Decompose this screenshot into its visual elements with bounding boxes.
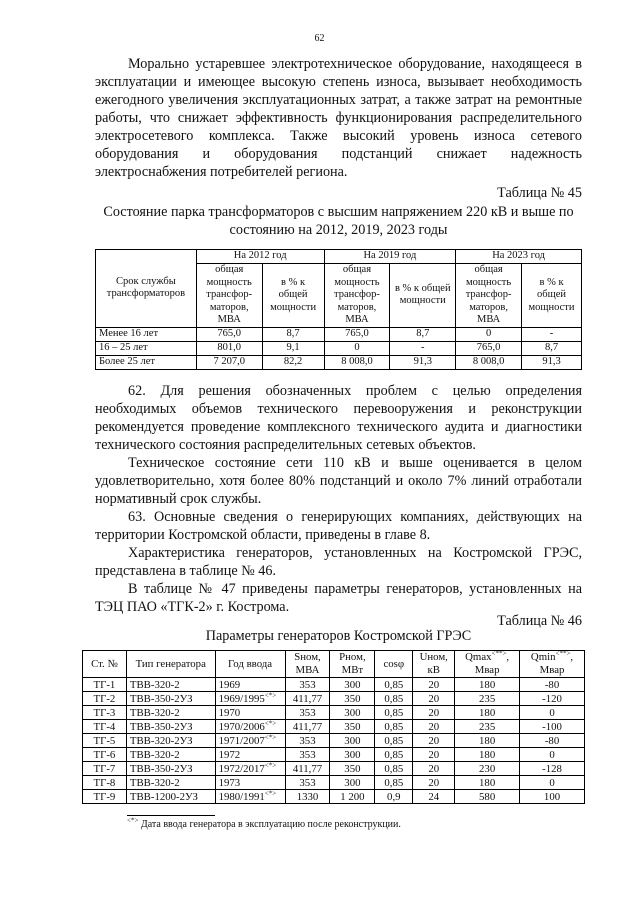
header-year-2023: На 2023 год (456, 250, 582, 264)
cell-year (215, 734, 285, 748)
cell-u: 20 (413, 692, 455, 706)
table-cell: 8 008,0 (324, 355, 390, 369)
cell-p: 300 (330, 706, 375, 720)
table-cell: 91,3 (390, 355, 456, 369)
paragraph-network-state: Техническое состояние сети 110 кВ и выше оценивается в целом удовлетворительно, хотя более 80% подстанций и около 7% линий отработали нормативный срок службы. (95, 455, 582, 507)
cell-cos: 0,85 (375, 734, 413, 748)
cell-st: ТГ-9 (83, 790, 127, 804)
cell-type: ТВВ-350-2УЗ (126, 762, 215, 776)
header-total-power: общая мощность трансфор-маторов, МВА (456, 264, 522, 328)
cell-cos: 0,85 (375, 720, 413, 734)
paragraph-62: 62. Для решения обозначенных проблем с целью определения необходимых объемов технического перевооружения и реконструкции рекомендуется проведение комплексного технического аудита и диагностики технического состояния распределительных сетевых объектов. (95, 383, 582, 453)
table-46-caption: Параметры генераторов Костромской ГРЭС (205, 628, 472, 644)
footnote-mark: <*> (264, 690, 277, 699)
table-row (83, 678, 585, 692)
header-s-nom: Sном, МВА (285, 651, 330, 678)
cell-p: 1 200 (330, 790, 375, 804)
year-value: 1969/1995 (218, 692, 265, 705)
cell-type: ТВВ-350-2УЗ (126, 720, 215, 734)
footnote-mark: <*> (264, 788, 277, 797)
year-value: 1970 (218, 706, 241, 719)
header-cos-phi: cosφ (375, 651, 413, 678)
header-total-power: общая мощность трансфор-маторов, МВА (324, 264, 390, 328)
table-cell: 82,2 (262, 355, 324, 369)
cell-type: ТВВ-1200-2УЗ (126, 790, 215, 804)
header-commission-year: Год ввода (215, 651, 285, 678)
footnote-mark: <**> (491, 649, 507, 658)
cell-cos: 0,85 (375, 706, 413, 720)
table-cell: 8,7 (522, 341, 582, 355)
table-cell: - (522, 327, 582, 341)
cell-st: ТГ-3 (83, 706, 127, 720)
cell-year (215, 790, 285, 804)
year-value: 1969 (218, 678, 241, 691)
cell-u: 20 (413, 706, 455, 720)
cell-p: 300 (330, 748, 375, 762)
footnote-text: Дата ввода генератора в эксплуатацию после реконструкции. (140, 819, 401, 830)
footnote-mark: <*> (264, 718, 277, 727)
cell-type: ТВВ-320-2 (126, 776, 215, 790)
table-cell: 91,3 (522, 355, 582, 369)
cell-st: ТГ-8 (83, 776, 127, 790)
header-q-max-unit: , Мвар (474, 651, 510, 676)
table-cell: 765,0 (324, 327, 390, 341)
cell-u: 20 (413, 762, 455, 776)
table-cell: 8,7 (390, 327, 456, 341)
cell-type: ТВВ-320-2 (126, 748, 215, 762)
cell-p: 300 (330, 678, 375, 692)
year-value: 1980/1991 (218, 790, 265, 803)
table-row (83, 790, 585, 804)
header-service-life: Срок службы трансформаторов (96, 250, 197, 328)
cell-p: 350 (330, 762, 375, 776)
header-q-max (455, 651, 520, 678)
footnote-mark: <*> (264, 732, 277, 741)
header-q-min (520, 651, 585, 678)
cell-s: 411,77 (285, 720, 330, 734)
cell-qmin: 0 (520, 748, 585, 762)
cell-st: ТГ-2 (83, 692, 127, 706)
cell-type: ТВВ-320-2 (126, 678, 215, 692)
cell-type: ТВВ-320-2УЗ (126, 734, 215, 748)
table-row (83, 776, 585, 790)
cell-p: 350 (330, 720, 375, 734)
table-cell: 8 008,0 (456, 355, 522, 369)
table-row (83, 762, 585, 776)
header-q-min-unit: , Мвар (539, 651, 574, 676)
row-label: Менее 16 лет (96, 327, 197, 341)
cell-p: 300 (330, 734, 375, 748)
cell-s: 1330 (285, 790, 330, 804)
cell-s: 411,77 (285, 762, 330, 776)
table-45-caption: Состояние парка трансформаторов с высшим напряжением 220 кВ и выше по состоянию на 2012, 2019, 2023 годы (103, 204, 574, 238)
footnote-mark: <*> (264, 760, 277, 769)
cell-cos: 0,85 (375, 776, 413, 790)
cell-cos: 0,85 (375, 762, 413, 776)
cell-qmax: 180 (455, 678, 520, 692)
table-row (96, 327, 582, 341)
cell-p: 300 (330, 776, 375, 790)
cell-cos: 0,85 (375, 748, 413, 762)
cell-cos: 0,9 (375, 790, 413, 804)
table-cell: 9,1 (262, 341, 324, 355)
cell-year (215, 748, 285, 762)
cell-s: 353 (285, 776, 330, 790)
header-q-min-label: Qmin (530, 651, 556, 663)
cell-year (215, 720, 285, 734)
header-total-power: общая мощность трансфор-маторов, МВА (196, 264, 262, 328)
page-number: 62 (314, 33, 325, 44)
row-label: 16 – 25 лет (96, 341, 197, 355)
cell-qmax: 235 (455, 720, 520, 734)
table-row (83, 706, 585, 720)
year-value: 1972 (218, 748, 241, 761)
cell-year (215, 678, 285, 692)
table-cell: 765,0 (196, 327, 262, 341)
cell-qmax: 180 (455, 748, 520, 762)
table-cell: 0 (324, 341, 390, 355)
cell-qmin: -100 (520, 720, 585, 734)
cell-year (215, 692, 285, 706)
table-row (96, 355, 582, 369)
cell-s: 411,77 (285, 692, 330, 706)
cell-qmin: 100 (520, 790, 585, 804)
cell-st: ТГ-6 (83, 748, 127, 762)
cell-year (215, 762, 285, 776)
cell-qmin: -120 (520, 692, 585, 706)
cell-s: 353 (285, 748, 330, 762)
row-label: Более 25 лет (96, 355, 197, 369)
table-row (96, 341, 582, 355)
cell-u: 20 (413, 720, 455, 734)
table-row (83, 748, 585, 762)
header-year-2019: На 2019 год (324, 250, 456, 264)
cell-u: 20 (413, 678, 455, 692)
cell-year (215, 706, 285, 720)
cell-qmax: 230 (455, 762, 520, 776)
table-cell: 0 (456, 327, 522, 341)
table-cell: 7 207,0 (196, 355, 262, 369)
cell-st: ТГ-5 (83, 734, 127, 748)
header-generator-type: Тип генератора (126, 651, 215, 678)
table-row (83, 720, 585, 734)
cell-qmin: -128 (520, 762, 585, 776)
header-percent: в % к общей мощности (262, 264, 324, 328)
cell-qmax: 235 (455, 692, 520, 706)
cell-qmin: -80 (520, 734, 585, 748)
cell-p: 350 (330, 692, 375, 706)
cell-qmin: -80 (520, 678, 585, 692)
year-value: 1971/2007 (218, 734, 265, 747)
header-u-nom: Uном, кВ (413, 651, 455, 678)
table-cell: - (390, 341, 456, 355)
cell-u: 24 (413, 790, 455, 804)
cell-cos: 0,85 (375, 678, 413, 692)
footnote-mark: <**> (555, 649, 571, 658)
footnote-divider (127, 815, 215, 816)
cell-st: ТГ-7 (83, 762, 127, 776)
cell-qmax: 180 (455, 734, 520, 748)
table-row (83, 692, 585, 706)
cell-s: 353 (285, 706, 330, 720)
table-cell: 801,0 (196, 341, 262, 355)
year-value: 1972/2017 (218, 762, 265, 775)
cell-qmin: 0 (520, 706, 585, 720)
cell-type: ТВВ-320-2 (126, 706, 215, 720)
cell-qmin: 0 (520, 776, 585, 790)
table-45-label: Таблица № 45 (497, 185, 582, 201)
header-percent: в % к общей мощности (522, 264, 582, 328)
table-cell: 8,7 (262, 327, 324, 341)
cell-st: ТГ-4 (83, 720, 127, 734)
transformer-fleet-table (95, 249, 582, 370)
paragraph-table-47: В таблице № 47 приведены параметры генераторов, установленных на ТЭЦ ПАО «ТГК-2» г. Кострома. (95, 581, 582, 615)
table-cell: 765,0 (456, 341, 522, 355)
year-value: 1970/2006 (218, 720, 265, 733)
header-year-2012: На 2012 год (196, 250, 324, 264)
cell-qmax: 180 (455, 706, 520, 720)
year-value: 1973 (218, 776, 241, 789)
paragraph-obsolete-equipment: Морально устаревшее электротехническое оборудование, находящееся в эксплуатации и имеющее высокую степень износа, вызывает необходимость ежегодного увеличения эксплуатационных затрат, а также затрат на ремонтные работы, что снижает эффективность функционирования распределительного электросетевого комплекса. Также высокий уровень износа сетевого оборудования и оборудования подстанций снижает надежность электроснабжения потребителей региона. (95, 56, 582, 180)
cell-qmax: 180 (455, 776, 520, 790)
header-percent: в % к общей мощности (390, 264, 456, 328)
cell-qmax: 580 (455, 790, 520, 804)
cell-s: 353 (285, 734, 330, 748)
cell-type: ТВВ-350-2УЗ (126, 692, 215, 706)
cell-st: ТГ-1 (83, 678, 127, 692)
cell-s: 353 (285, 678, 330, 692)
paragraph-63: 63. Основные сведения о генерирующих компаниях, действующих на территории Костромской области, приведены в главе 8. (95, 509, 582, 543)
header-q-max-label: Qmax (465, 651, 492, 663)
cell-year (215, 776, 285, 790)
paragraph-generators-gres: Характеристика генераторов, установленных на Костромской ГРЭС, представлена в таблице № 46. (95, 545, 582, 579)
table-row (83, 734, 585, 748)
header-station-number: Ст. № (83, 651, 127, 678)
generator-parameters-table (82, 650, 585, 804)
cell-u: 20 (413, 748, 455, 762)
footnote-mark: <*> (127, 816, 139, 825)
cell-u: 20 (413, 776, 455, 790)
cell-u: 20 (413, 734, 455, 748)
table-46-label: Таблица № 46 (497, 613, 582, 629)
cell-cos: 0,85 (375, 692, 413, 706)
header-p-nom: Pном, МВт (330, 651, 375, 678)
footnote (127, 816, 401, 830)
